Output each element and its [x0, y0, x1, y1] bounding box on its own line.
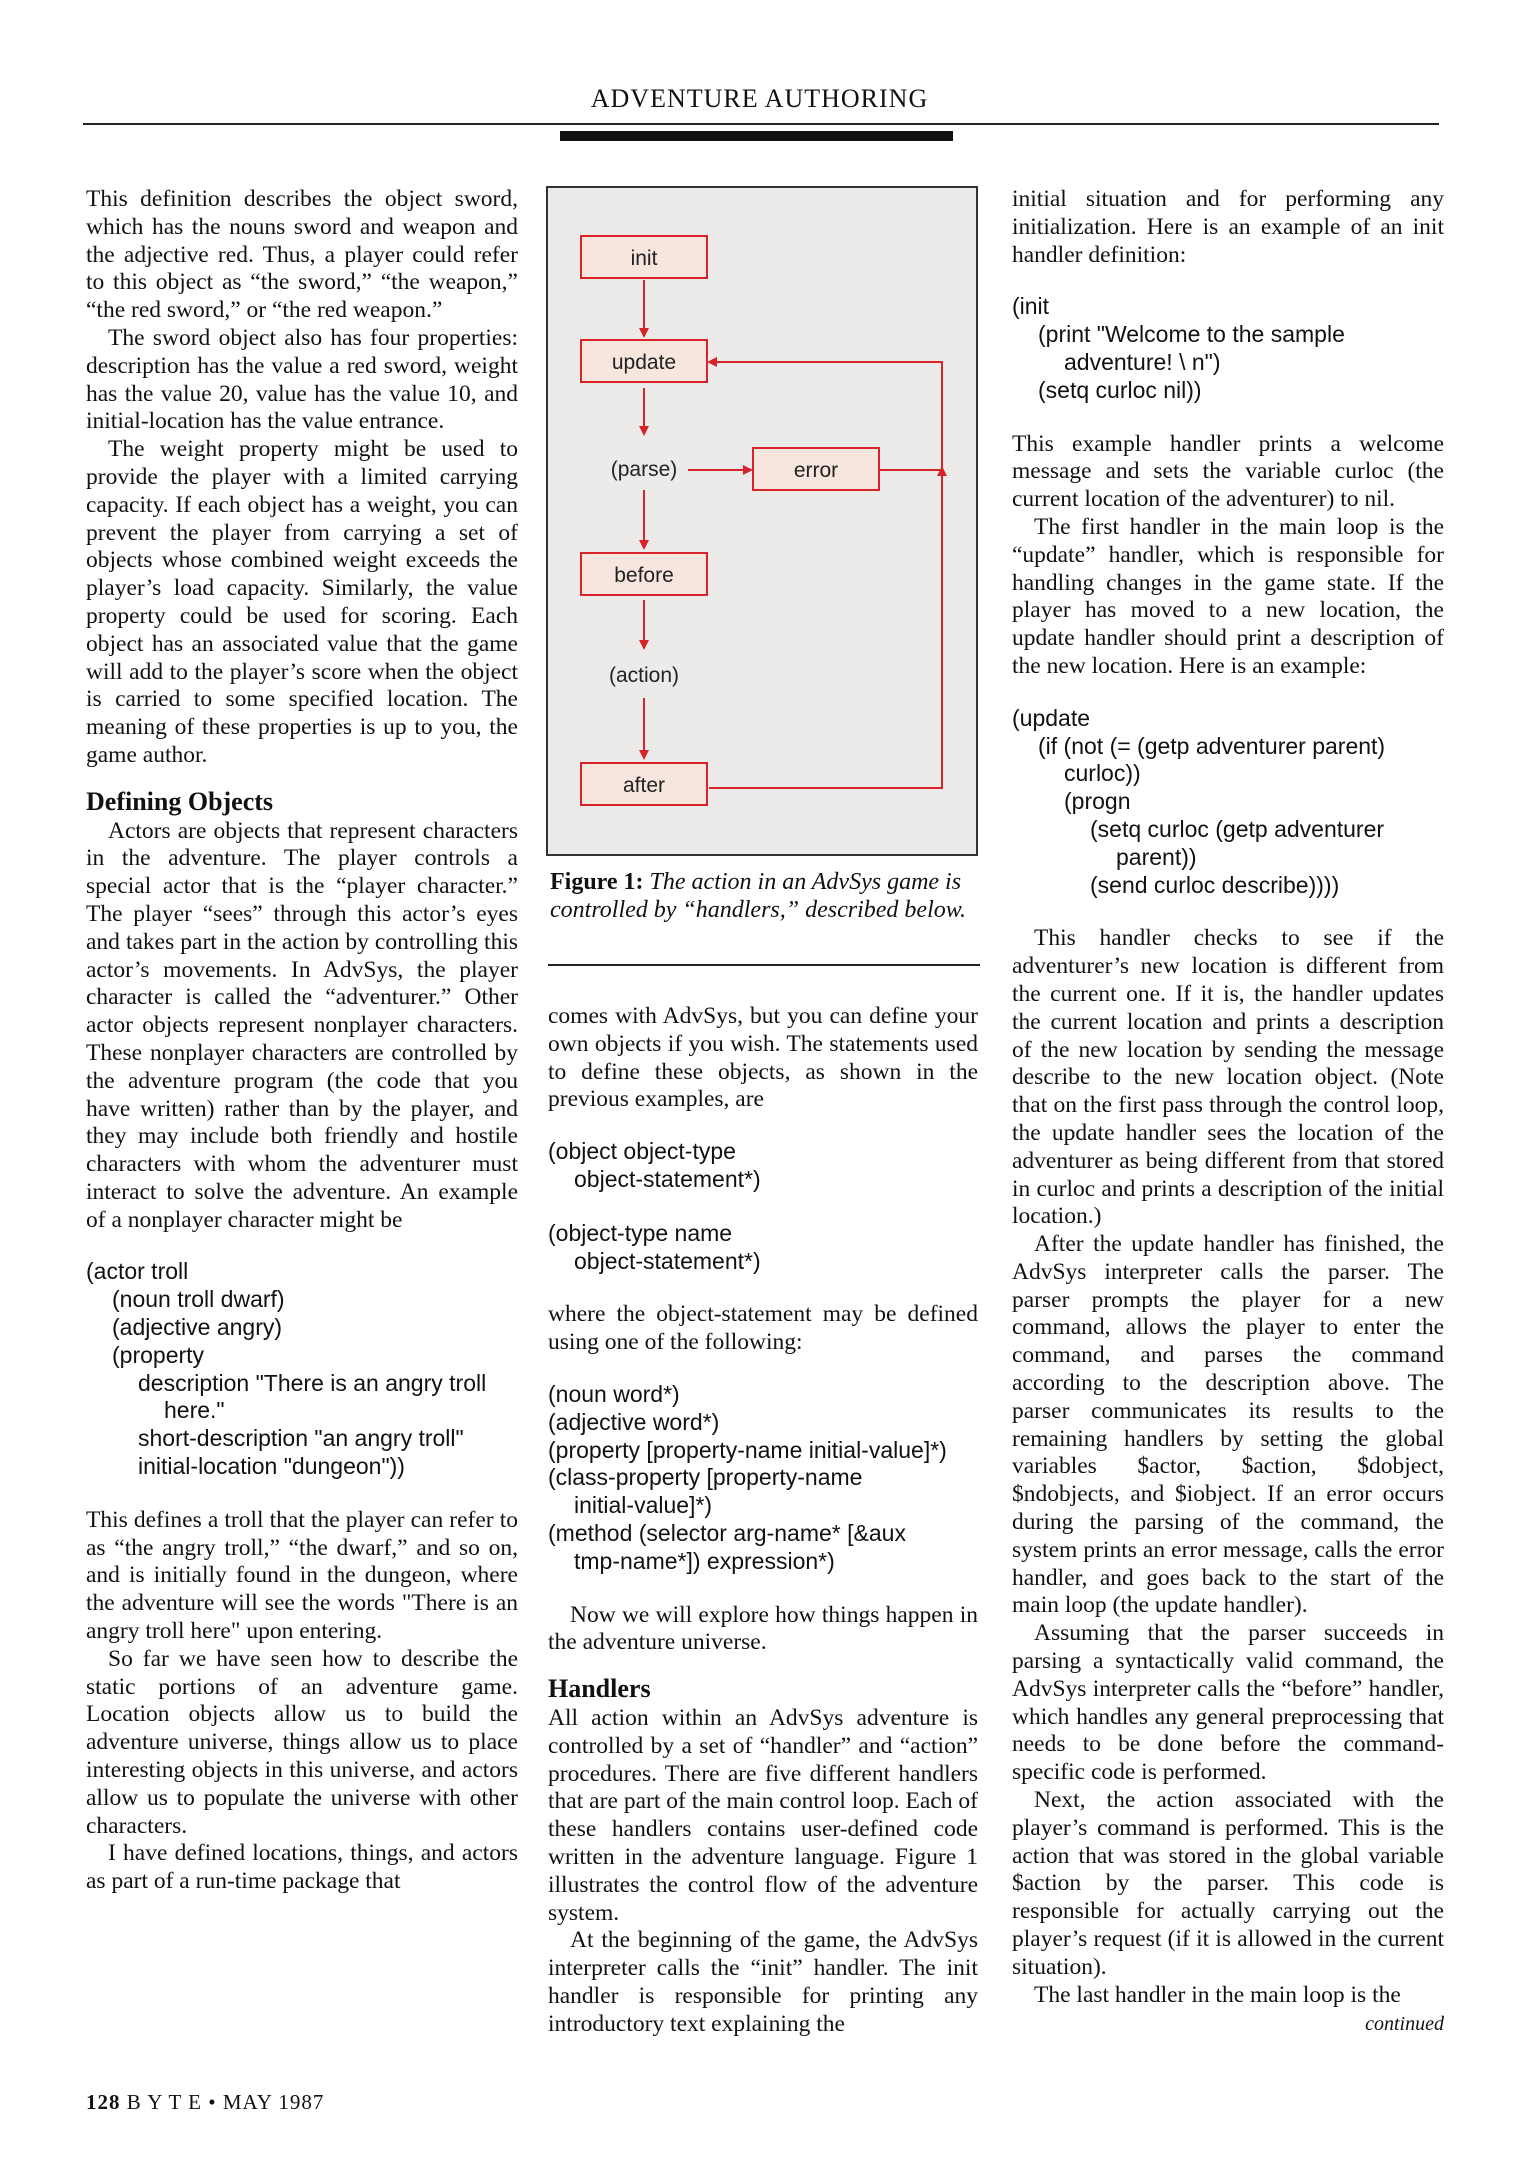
issue-date: MAY 1987	[222, 2090, 325, 2114]
code-line: adventure! \ n")	[1064, 348, 1221, 375]
column-1	[86, 186, 518, 1896]
node-after-label: after	[622, 774, 666, 797]
caption-rule	[548, 964, 980, 966]
code-line: (if (not (= (getp adventurer parent)	[1038, 732, 1386, 759]
node-error-label: error	[793, 459, 839, 482]
paragraph: The weight property might be used to provide the player with a limited carrying capacity. If each object has a weight, you can prevent the player from carrying a set of objects whose combined weight exceeds the player’s load capacity. Similarly, the value property could be used for scoring. Each object has an associated value that the game will add to the player’s score when the object is carried to some specified location. The meaning of these properties is up to you, the game author.	[86, 436, 518, 768]
flowchart-svg	[548, 188, 980, 858]
code-line: (property	[112, 1341, 205, 1368]
code-line: short-description "an angry troll"	[138, 1425, 464, 1452]
section-heading: Handlers	[548, 1674, 651, 1704]
figure-1-flowchart	[546, 186, 978, 856]
header-rule	[83, 123, 1439, 125]
running-header: ADVENTURE AUTHORING	[590, 84, 929, 113]
paragraph: This example handler prints a welcome message and sets the variable curloc (the current location of the adventurer) to nil.	[1012, 430, 1444, 513]
node-action-label: (action)	[608, 664, 680, 687]
page-number: 128	[86, 2090, 121, 2114]
column-3	[1012, 186, 1444, 2039]
code-line: (adjective word*)	[548, 1408, 720, 1435]
code-block	[86, 1258, 518, 1480]
caption-text: The action in an AdvSys game is controlled by “handlers,” described below.	[550, 869, 966, 923]
code-line: object-statement*)	[574, 1247, 761, 1274]
paragraph: where the object-statement may be defined using one of the following:	[548, 1301, 978, 1356]
code-block	[1012, 293, 1444, 404]
code-line: object-statement*)	[574, 1165, 761, 1192]
figure-caption	[550, 868, 980, 924]
paragraph: Actors are objects that represent characters in the adventure. The player controls a special actor that is the “player character.” The player “sees” through this actor’s eyes and takes part in the action by controlling this actor’s movements. In AdvSys, the player character is called the “adventurer.” Other actor objects represent nonplayer characters. These nonplayer characters are controlled by the adventure program (the code that you have written) rather than by the player, and they may include both friendly and hostile characters with whom the adventurer must interact to solve the adventure. An example of a nonplayer character might be	[86, 817, 518, 1233]
code-line: (progn	[1064, 788, 1131, 815]
magazine-name: B Y T E	[126, 2090, 203, 2114]
caption-label: Figure 1:	[550, 869, 644, 895]
footer-separator: •	[208, 2090, 217, 2114]
code-line: (noun troll dwarf)	[112, 1286, 285, 1313]
column-2	[548, 1003, 978, 2039]
node-parse-label: (parse)	[610, 458, 678, 481]
paragraph: So far we have seen how to describe the static portions of an adventure game. Location objects allow us to build the adventure universe, things allow us to place interesting objects in this universe, and actors allow us to populate the universe with other characters.	[86, 1645, 518, 1839]
code-line: (class-property [property-name	[548, 1464, 863, 1491]
code-line: (init	[1012, 293, 1050, 320]
node-init-label: init	[630, 247, 658, 270]
paragraph: comes with AdvSys, but you can define your own objects if you wish. The statements used to define these objects, as shown in the previous examples, are	[548, 1003, 978, 1113]
page-footer	[86, 2090, 324, 2115]
continued-note: continued	[1365, 2013, 1444, 2036]
code-line: (property [property-name initial-value]*)	[548, 1436, 947, 1463]
section-heading: Defining Objects	[86, 786, 274, 816]
paragraph: The last handler in the main loop is the	[1034, 1981, 1401, 2008]
code-line: (noun word*)	[548, 1380, 680, 1407]
code-line: (method (selector arg-name* [&aux	[548, 1519, 906, 1546]
code-line: (print "Welcome to the sample	[1038, 321, 1345, 348]
loop-line-after	[709, 478, 942, 788]
paragraph: At the beginning of the game, the AdvSys interpreter calls the “init” handler. The init handler is responsible for printing any introductory text explaining the	[548, 1927, 978, 2037]
paragraph: The first handler in the main loop is the “update” handler, which is responsible for handling changes in the game state. If the player has moved to a new location, the update handler should print a description of the new location. Here is an example:	[1012, 513, 1444, 679]
code-block	[548, 1381, 978, 1576]
code-line: (adjective angry)	[112, 1314, 283, 1341]
code-line: (update	[1012, 704, 1091, 731]
paragraph: This definition describes the object sword, which has the nouns sword and weapon and the adjective red. Thus, a player could refer to this object as “the sword,” “the weapon,” “the red sword,” or “the red weapon.”	[86, 186, 518, 324]
code-line: (setq curloc nil))	[1038, 376, 1202, 403]
paragraph: Next, the action associated with the player’s command is performed. This is the action that was stored in the global variable $action by the parser. This code is responsible for actually carrying out the player’s request (if it is allowed in the current situation).	[1012, 1787, 1444, 1980]
code-line: (actor troll	[86, 1258, 189, 1285]
paragraph: Assuming that the parser succeeds in parsing a syntactically valid command, the AdvSys interpreter calls the “before” handler, which handles any general preprocessing that needs to be done before the command-specific code is performed.	[1012, 1620, 1444, 1786]
paragraph: After the update handler has finished, the AdvSys interpreter calls the parser. The parser prompts the player for a new command, allows the player to enter the command, and parses the command according to the description above. The parser communicates its results to the remaining handlers by setting the global variables $actor, $action, $dobject, $ndobjects, and $iobject. If an error occurs during the parsing of the command, the system prints an error message, calls the error handler, and goes back to the start of the main loop (the update handler).	[1012, 1231, 1444, 1619]
code-line: (object object-type	[548, 1138, 736, 1165]
node-before-label: before	[614, 564, 674, 587]
paragraph: Now we will explore how things happen in the adventure universe.	[548, 1601, 978, 1656]
code-line: here."	[164, 1397, 225, 1424]
code-line: initial-location "dungeon"))	[138, 1453, 405, 1480]
paragraph: initial situation and for performing any initialization. Here is an example of an init handler definition:	[1012, 186, 1444, 268]
paragraph: All action within an AdvSys adventure is controlled by a set of “handler” and “action” procedures. There are five different handlers that are part of the main control loop. Each of these handlers contains user-defined code written in the adventure language. Figure 1 illustrates the control flow of the adventure system.	[548, 1704, 978, 1926]
code-block	[1012, 705, 1444, 900]
code-block	[548, 1138, 978, 1194]
paragraph: I have defined locations, things, and actors as part of a run-time package that	[86, 1840, 518, 1895]
code-block	[548, 1220, 978, 1276]
paragraph: The sword object also has four properties: description has the value a red sword, weight has the value 20, value has the value 10, and initial-location has the value entrance.	[86, 324, 518, 435]
code-line: initial-value]*)	[574, 1492, 713, 1519]
code-line: (setq curloc (getp adventurer	[1090, 815, 1385, 842]
paragraph: This defines a troll that the player can refer to as “the angry troll,” “the dwarf,” and so on, and is initially found in the dungeon, where the adventure will see the words "There is an angry troll here" upon entering.	[86, 1506, 518, 1645]
header-bar	[560, 131, 953, 141]
code-line: (send curloc describe))))	[1090, 871, 1340, 898]
code-line: curloc))	[1064, 760, 1141, 787]
code-line: tmp-name*]) expression*)	[574, 1547, 835, 1574]
code-line: (object-type name	[548, 1219, 733, 1246]
node-update-label: update	[611, 351, 677, 374]
paragraph: This handler checks to see if the adventurer’s new location is different from the current one. If it is, the handler updates the current location and prints a description of the new location by sending the message describe to the new location object. (Note that on the first pass through the control loop, the update handler sees the location of the adventurer as being different from that stored in curloc and prints a description of the initial location.)	[1012, 925, 1444, 1230]
code-line: description "There is an angry troll	[138, 1369, 487, 1396]
code-line: parent))	[1116, 843, 1197, 870]
